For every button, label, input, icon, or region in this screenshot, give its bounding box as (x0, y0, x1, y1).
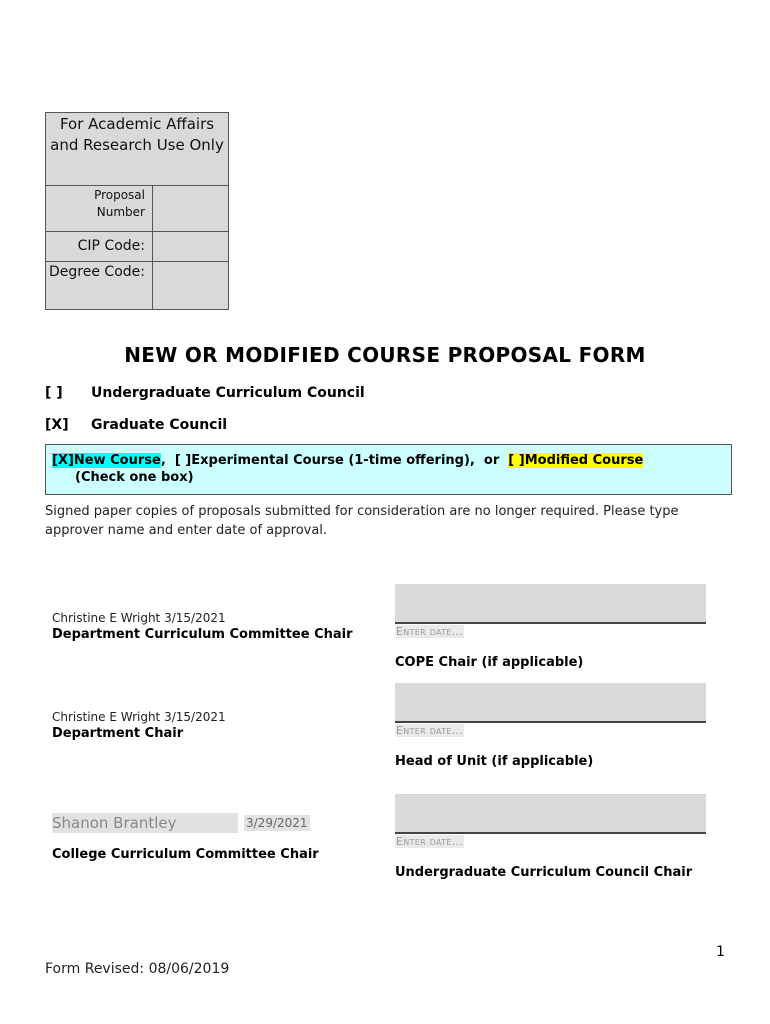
signature-dept-chair (52, 710, 226, 741)
approver-role: Department Chair (52, 726, 184, 741)
page-number: 1 (716, 944, 725, 960)
proposal-number-label: Proposal Number (46, 186, 153, 231)
modified-course-option[interactable]: [ ]Modified Course (508, 453, 644, 468)
form-title: NEW OR MODIFIED COURSE PROPOSAL FORM (124, 343, 646, 367)
check-one-note: (Check one box) (75, 470, 194, 485)
signature-dept-curriculum-chair (52, 611, 353, 642)
council-graduate (45, 417, 227, 433)
approval-date-field[interactable]: 3/29/2021 (246, 816, 308, 830)
degree-code-row (46, 262, 228, 309)
proposal-number-row (46, 186, 228, 232)
new-course-option[interactable]: [X]New Course (52, 453, 161, 468)
ucc-chair-signature-field[interactable] (395, 794, 706, 834)
instructions-text: Signed paper copies of proposals submitted for consideration are no longer required. Please type approver name and enter date of approval. (45, 504, 679, 538)
ucc-chair-role: Undergraduate Curriculum Council Chair (395, 865, 693, 880)
degree-code-field[interactable] (153, 262, 228, 309)
approver-name[interactable]: Christine E Wright 3/15/2021 (52, 710, 226, 724)
ucc-chair-date-picker[interactable]: Enter date... (396, 835, 464, 848)
form-revised-footer: Form Revised: 08/06/2019 (45, 961, 230, 977)
council-undergraduate-label: Undergraduate Curriculum Council (91, 385, 365, 401)
experimental-course-option[interactable]: [ ]Experimental Course (1-time offering), (174, 453, 475, 468)
use-box-title: For Academic Affairs and Research Use Only (46, 113, 228, 186)
approver-role: Department Curriculum Committee Chair (52, 627, 353, 642)
proposal-number-field[interactable] (153, 186, 228, 231)
signature-college-curriculum-chair (52, 813, 319, 862)
degree-code-label: Degree Code: (46, 262, 153, 309)
course-type-options (52, 452, 731, 469)
cip-code-field[interactable] (153, 232, 228, 261)
council-graduate-label: Graduate Council (91, 417, 228, 433)
separator: , (160, 453, 175, 468)
cip-code-row (46, 232, 228, 262)
cope-chair-signature-field[interactable] (395, 584, 706, 624)
approver-name[interactable]: Christine E Wright 3/15/2021 (52, 611, 226, 625)
council-undergraduate-checkbox[interactable]: [ ] (45, 385, 63, 401)
approver-role: College Curriculum Committee Chair (52, 847, 319, 862)
head-of-unit-role: Head of Unit (if applicable) (395, 754, 594, 769)
approver-name-field[interactable]: Shanon Brantley (52, 813, 238, 833)
head-of-unit-date-picker[interactable]: Enter date... (396, 724, 464, 737)
or-text: or (474, 453, 509, 468)
cope-chair-role: COPE Chair (if applicable) (395, 655, 584, 670)
academic-affairs-use-box (45, 112, 229, 310)
cip-code-label: CIP Code: (46, 232, 153, 261)
cope-chair-date-picker[interactable]: Enter date... (396, 625, 464, 638)
council-undergraduate (45, 385, 365, 401)
course-type-box (45, 444, 732, 495)
head-of-unit-signature-field[interactable] (395, 683, 706, 723)
council-graduate-checkbox[interactable]: [X] (45, 417, 69, 433)
